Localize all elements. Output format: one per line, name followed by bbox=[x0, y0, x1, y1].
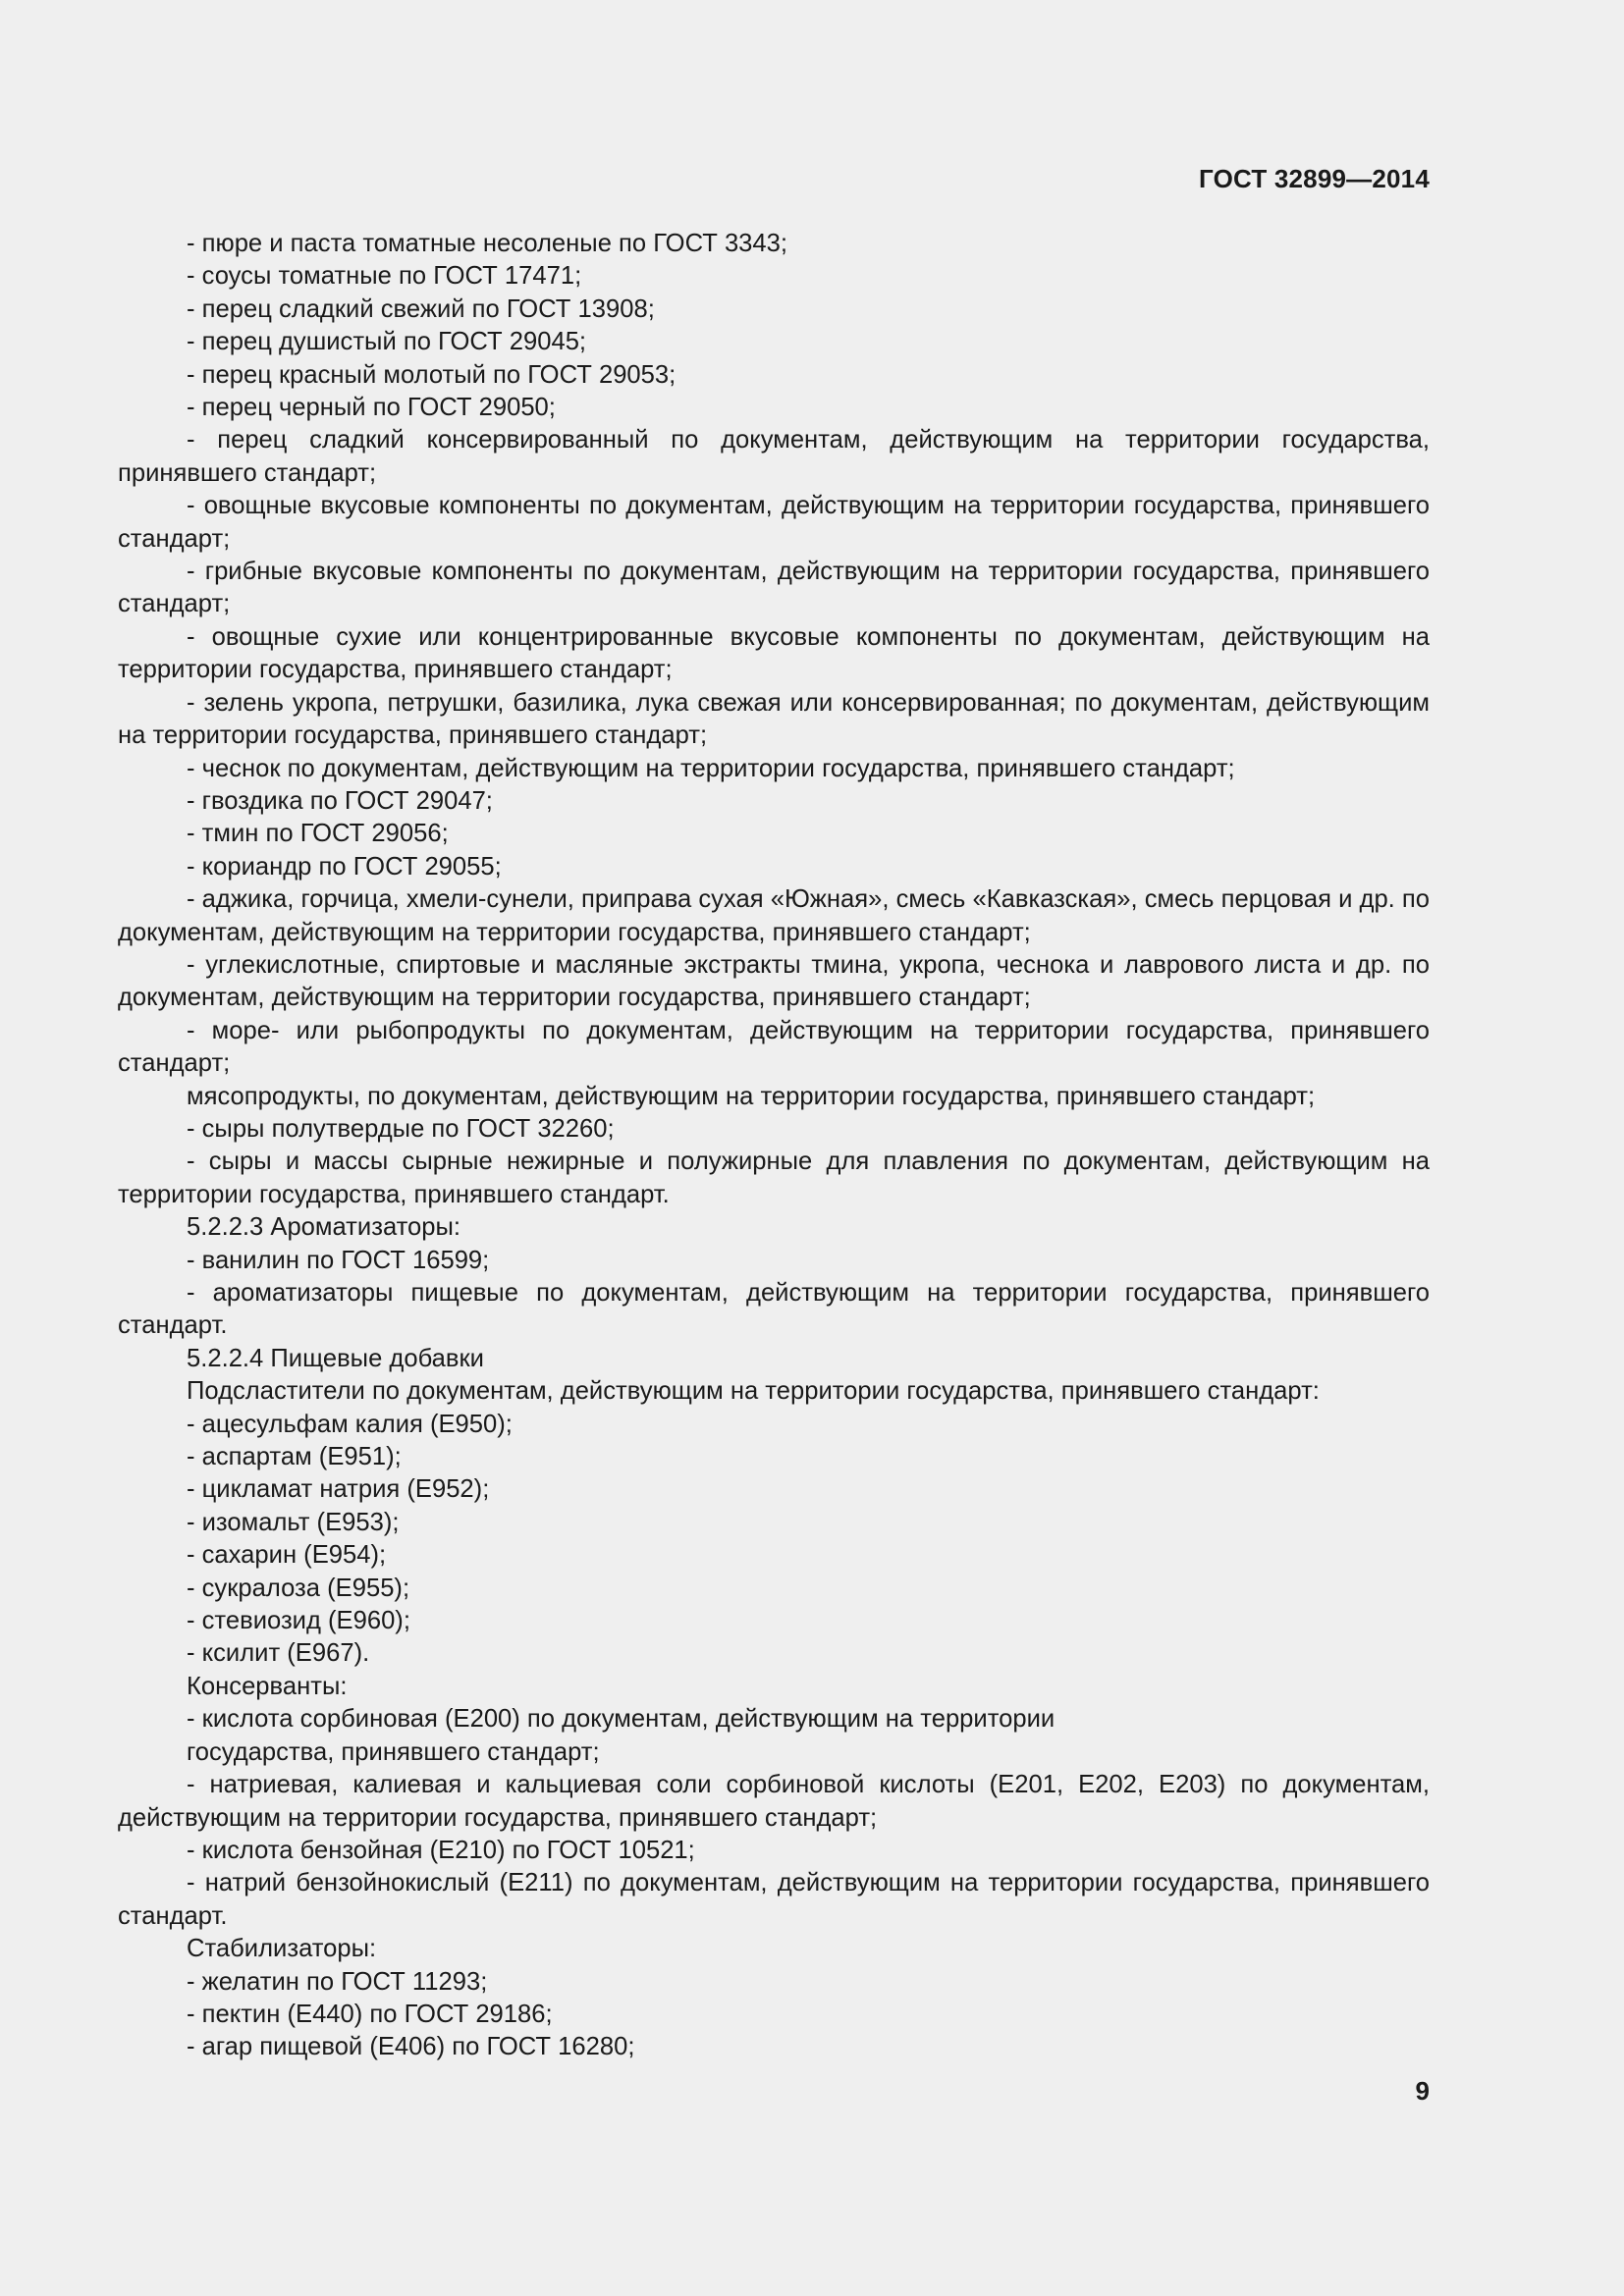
paragraph: - сыры и массы сырные нежирные и полужирные для плавления по документам, действующим на территории государства, принявшего стандарт. bbox=[118, 1148, 1430, 1208]
paragraph: - пюре и паста томатные несоленые по ГОСТ 3343; bbox=[187, 230, 787, 257]
paragraph: - грибные вкусовые компоненты по документам, действующим на территории государства, принявшего стандарт; bbox=[118, 558, 1430, 618]
paragraph: - перец сладкий свежий по ГОСТ 13908; bbox=[187, 294, 655, 323]
document-id-header: ГОСТ 32899—2014 bbox=[1199, 164, 1430, 193]
paragraph: Стабилизаторы: bbox=[187, 1935, 377, 1963]
paragraph: - сукралоза (Е955); bbox=[187, 1574, 410, 1602]
paragraph: Консерванты: bbox=[187, 1672, 348, 1700]
paragraph: - ацесульфам калия (Е950); bbox=[187, 1410, 513, 1438]
paragraph: - аспартам (Е951); bbox=[187, 1443, 402, 1471]
paragraph: - изомальт (Е953); bbox=[187, 1508, 400, 1536]
paragraph: - кориандр по ГОСТ 29055; bbox=[187, 852, 502, 881]
paragraph: - кислота бензойная (Е210) по ГОСТ 10521; bbox=[187, 1836, 695, 1864]
paragraph: - сахарин (Е954); bbox=[187, 1541, 387, 1570]
paragraph: - углекислотные, спиртовые и масляные экстракты тмина, укропа, чеснока и лаврового листа и др. по документам, действующим на территории государства, принявшего стандарт; bbox=[118, 950, 1430, 1012]
paragraph: - гвоздика по ГОСТ 29047; bbox=[187, 786, 493, 815]
paragraph: - желатин по ГОСТ 11293; bbox=[187, 1967, 488, 1996]
paragraph: - натрий бензойнокислый (Е211) по документам, действующим на территории государства, принявшего стандарт. bbox=[118, 1869, 1430, 1930]
paragraph: - ароматизаторы пищевые по документам, действующим на территории государства, принявшего стандарт. bbox=[118, 1279, 1430, 1340]
paragraph: государства, принявшего стандарт; bbox=[187, 1737, 600, 1766]
paragraph: Подсластители по документам, действующим на территории государства, принявшего стандарт: bbox=[187, 1377, 1320, 1406]
page-number: 9 bbox=[1415, 2076, 1430, 2106]
paragraph: - море- или рыбопродукты по документам, действующим на территории государства, принявшего стандарт; bbox=[118, 1016, 1430, 1078]
paragraph: - натриевая, калиевая и кальциевая соли сорбиновой кислоты (Е201, Е202, Е203) по документам, действующим на территории государства, принявшего стандарт; bbox=[118, 1771, 1430, 1832]
body-text bbox=[118, 228, 1430, 2064]
paragraph: - перец красный молотый по ГОСТ 29053; bbox=[187, 360, 677, 389]
paragraph: - соусы томатные по ГОСТ 17471; bbox=[187, 262, 582, 291]
paragraph: - тмин по ГОСТ 29056; bbox=[187, 820, 449, 848]
paragraph: - перец черный по ГОСТ 29050; bbox=[187, 394, 556, 422]
paragraph: - овощные сухие или концентрированные вкусовые компоненты по документам, действующим на территории государства, принявшего стандарт; bbox=[118, 622, 1430, 684]
paragraph: - аджика, горчица, хмели-сунели, приправа сухая «Южная», смесь «Кавказская», смесь перцовая и др. по документам, действующим на территории государства, принявшего стандарт; bbox=[118, 885, 1430, 946]
paragraph: - агар пищевой (Е406) по ГОСТ 16280; bbox=[187, 2033, 635, 2061]
paragraph: - перец сладкий консервированный по документам, действующим на территории государства, принявшего стандарт; bbox=[118, 426, 1430, 487]
paragraph: - чеснок по документам, действующим на территории государства, принявшего стандарт; bbox=[187, 754, 1235, 782]
paragraph: - зелень укропа, петрушки, базилика, лука свежая или консервированная; по документам, действующим на территории государства, принявшего стандарт; bbox=[118, 688, 1430, 750]
section-heading: 5.2.2.4 Пищевые добавки bbox=[187, 1344, 484, 1372]
paragraph: - стевиозид (Е960); bbox=[187, 1607, 410, 1635]
paragraph: - пектин (Е440) по ГОСТ 29186; bbox=[187, 2000, 553, 2028]
paragraph: - кислота сорбиновая (Е200) по документам, действующим на территории bbox=[187, 1705, 1056, 1734]
paragraph: - перец душистый по ГОСТ 29045; bbox=[187, 328, 587, 356]
paragraph: - ванилин по ГОСТ 16599; bbox=[187, 1246, 490, 1274]
paragraph: - сыры полутвердые по ГОСТ 32260; bbox=[187, 1114, 615, 1143]
paragraph: - цикламат натрия (Е952); bbox=[187, 1475, 490, 1504]
paragraph: - овощные вкусовые компоненты по документам, действующим на территории государства, принявшего стандарт; bbox=[118, 492, 1430, 553]
section-heading: 5.2.2.3 Ароматизаторы: bbox=[187, 1213, 461, 1242]
paragraph: мясопродукты, по документам, действующим на территории государства, принявшего стандарт; bbox=[187, 1082, 1316, 1110]
paragraph: - ксилит (Е967). bbox=[187, 1639, 370, 1668]
